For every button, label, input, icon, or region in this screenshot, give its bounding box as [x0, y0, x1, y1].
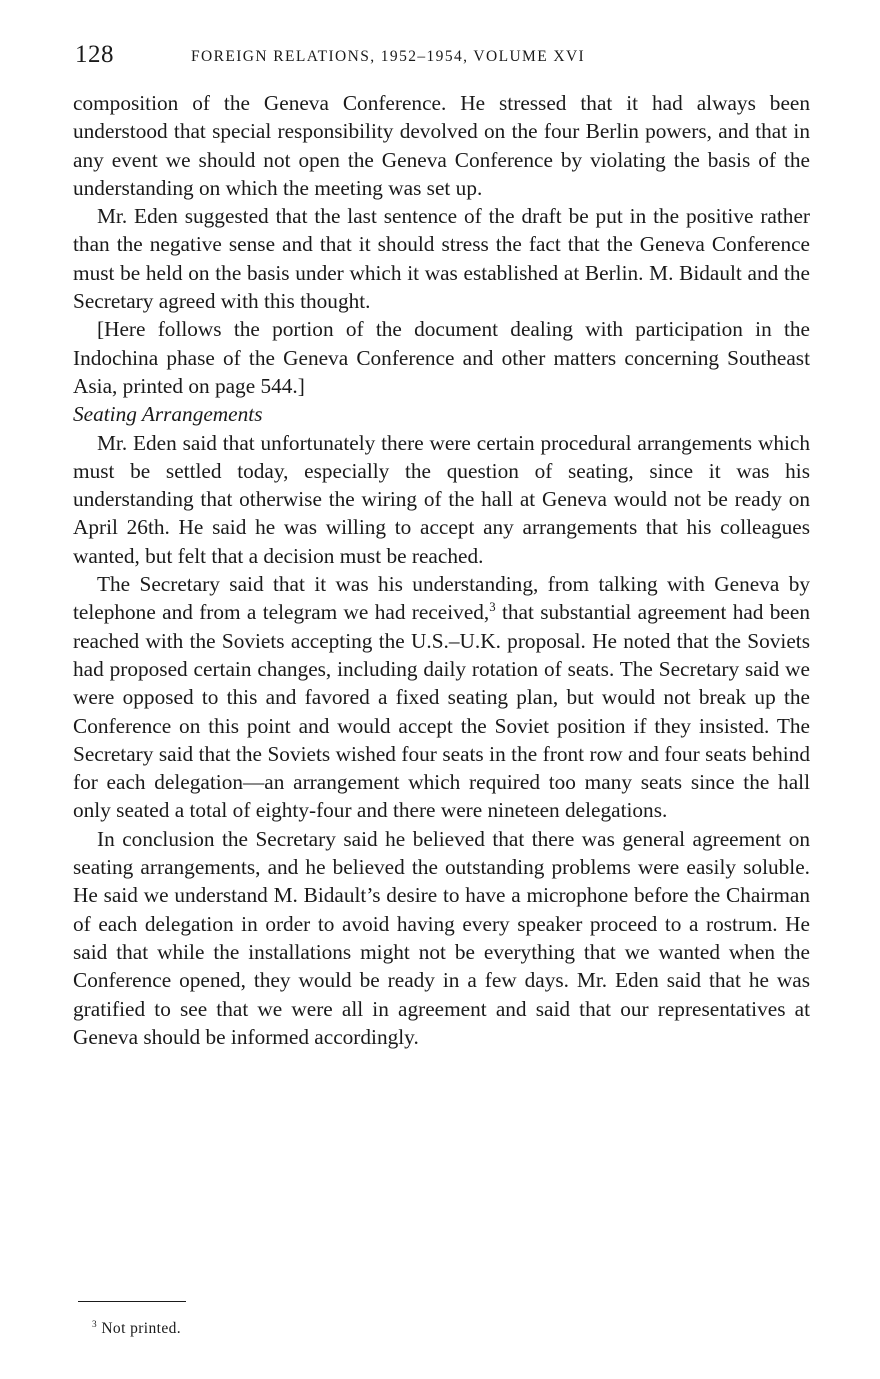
paragraph-secretary-seating-part1: The Secretary said that it was his understanding, from talking with Geneva by telephone and from a telegram we had received, [73, 572, 810, 625]
footnote-text: Not printed. [101, 1320, 182, 1337]
body-text [73, 89, 810, 1051]
paragraph-eden-suggestion: Mr. Eden suggested that the last sentence of the draft be put in the positive rather than the negative sense and that it should stress the fact that the Geneva Conference must be held on the basis under which it was established at Berlin. M. Bidault and the Secretary agreed with this thought. [73, 204, 810, 314]
paragraph-continuation: composition of the Geneva Conference. He stressed that it had always been understood that special responsibility devolved on the four Berlin powers, and that in any event we should not open the Geneva Conference by violating the basis of the understanding on which the meeting was set up. [73, 91, 810, 200]
paragraph-secretary-seating [73, 570, 810, 825]
paragraph-secretary-seating-part2: that substantial agreement had been reached with the Soviets accepting the U.S.–U.K. proposal. He noted that the Soviets had proposed certain changes, including daily rotation of seats. The Secretary said we were opposed to this and favored a fixed seating plan, but would not break up the Conference on this point and would accept the Soviet position if they insisted. The Secretary said that the Soviets wished four seats in the front row and four seats behind for each delegation—an arrangement which required too many seats since the hall only seated a total of eighty-four and there were nineteen delegations. [73, 600, 810, 823]
page-header [75, 40, 815, 74]
footnote [92, 1318, 181, 1340]
page-number: 128 [75, 41, 114, 68]
footnote-reference: 3 [489, 600, 496, 615]
footnote-divider [78, 1301, 186, 1302]
section-heading: Seating Arrangements [73, 402, 263, 427]
paragraph-eden-procedural: Mr. Eden said that unfortunately there were certain procedural arrangements which must be settled today, especially the question of seating, since it was his understanding that otherwise the wiring of the hall at Geneva would not be ready on April 26th. He said he was willing to accept any arrangements that his colleagues wanted, but felt that a decision must be reached. [73, 430, 810, 568]
running-head: FOREIGN RELATIONS, 1952–1954, VOLUME XVI [191, 48, 586, 65]
paragraph-editorial-note: [Here follows the portion of the document dealing with participation in the Indochina phase of the Geneva Conference and other matters concerning Southeast Asia, printed on page 544.] [73, 317, 810, 398]
paragraph-conclusion: In conclusion the Secretary said he believed that there was general agreement on seating arrangements, and he believed the outstanding problems were easily soluble. He said we understand M. Bidault’s desire to have a microphone before the Chairman of each delegation in order to avoid having every speaker proceed to a rostrum. He said that while the installations might not be everything that we wanted when the Conference opened, they would be ready in a few days. Mr. Eden said that he was gratified to see that we were all in agreement and said that our representatives at Geneva should be informed accordingly. [73, 826, 810, 1049]
footnote-marker: 3 [92, 1319, 98, 1330]
